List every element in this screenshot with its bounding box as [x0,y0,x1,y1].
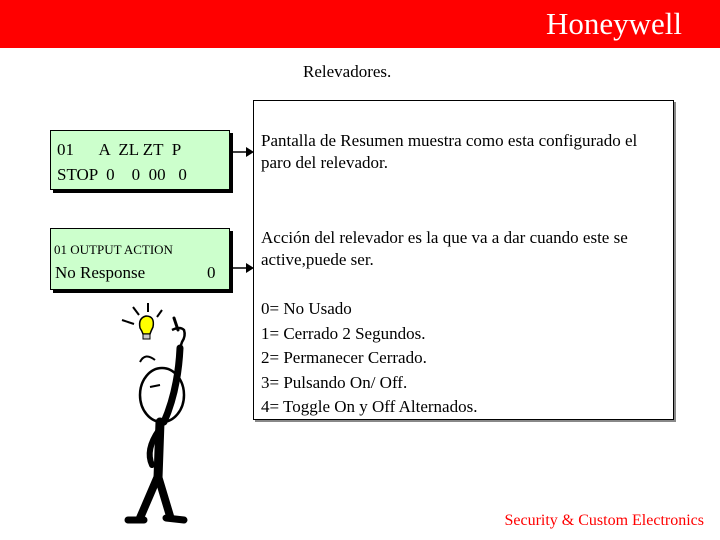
option-item: 3= Pulsando On/ Off. [261,372,408,392]
lcd-action-line2: No Response [55,263,146,282]
lcd-action-display [50,228,230,290]
action-description: Acción del relevador es la que va a dar cuando este se active,puede ser. [261,228,628,269]
brand-logo: Honeywell [545,6,682,41]
lcd-action-value: 0 [207,263,216,282]
thinking-stick-figure-icon [100,300,210,525]
slide-title: Relevadores. [303,62,392,81]
footer-text: Security & Custom Electronics [504,512,704,529]
lcd-summary-display [50,130,230,190]
lcd-action-line1: 01 OUTPUT ACTION [54,242,173,257]
lcd-summary-line1: 01 A ZL ZT P [57,140,182,159]
option-item: 2= Permanecer Cerrado. [261,348,427,367]
arrow-right-icon [230,146,254,158]
option-item: 4= Toggle On y Off Alternados. [261,397,478,416]
lcd-summary-line2: STOP 0 0 00 0 [57,165,187,184]
summary-description: Pantalla de Resumen muestra como esta configurado el paro del relevador. [261,131,638,172]
lightbulb-icon [140,316,154,339]
options-list [261,297,477,420]
header-bar [0,0,720,48]
option-item: 1= Cerrado 2 Segundos. [261,323,426,343]
info-box [253,100,674,420]
arrow-right-icon [230,262,254,274]
option-item: 0= No Usado [261,299,352,318]
